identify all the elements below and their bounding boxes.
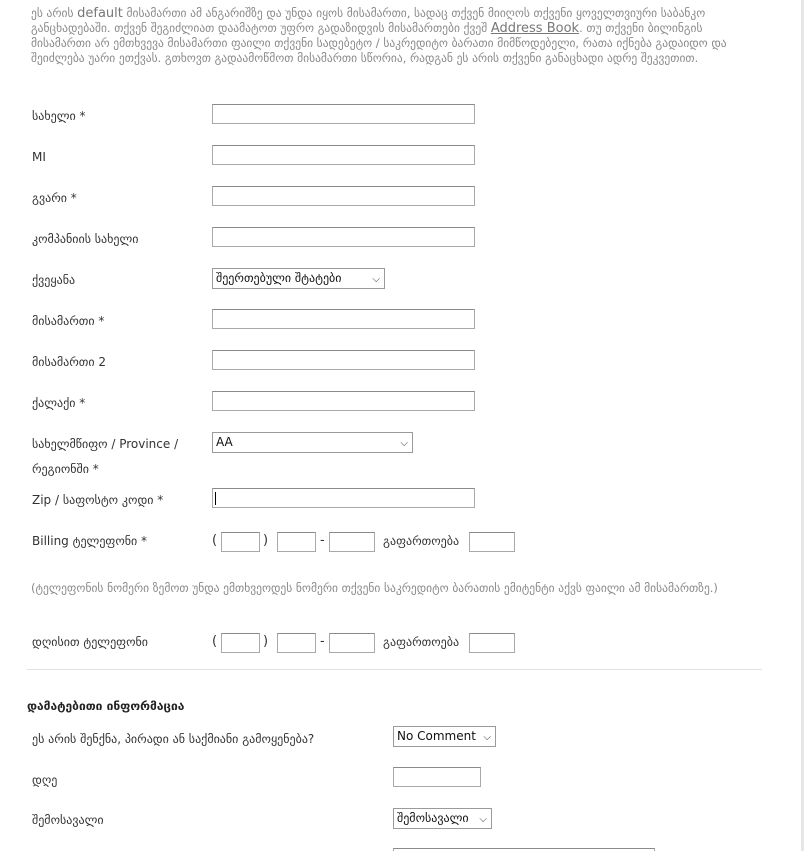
address2-input[interactable] [212,350,475,370]
zip-label: Zip / საფოსტო კოდი * [32,493,164,507]
chevron-down-icon: ⌵ [400,438,408,449]
income-select[interactable] [393,808,492,829]
billing-phone-line-input[interactable] [329,532,375,552]
phone-note: (ტელეფონის ნომერი ზემოთ უნდა ემთხვეოდეს ნომერი თქვენი საკრედიტო ბარათის ემიტენტი აქვს ფაილი ამ მისამართზე.) [31,581,718,595]
chevron-down-icon: ⌵ [479,814,487,825]
country-select[interactable] [212,268,385,289]
intro-text [31,6,766,66]
city-input[interactable] [212,391,475,411]
last-name-input[interactable] [212,186,475,206]
day-input[interactable] [393,767,481,787]
billing-phone-label: Billing ტელეფონი * [32,534,148,548]
state-label-line2: რეგიონში * [32,462,99,476]
address2-label: მისამართი 2 [32,355,107,369]
address-input[interactable] [212,309,475,329]
billing-phone-paren-close: ) [263,533,269,548]
intro-text-part1: ეს არის [31,6,78,20]
text-cursor [215,492,216,505]
day-phone-label: დღისით ტელეფონი [32,635,148,649]
billing-phone-paren-open: ( [212,533,218,548]
day-phone-line-input[interactable] [329,633,375,653]
day-phone-dash: - [320,634,325,649]
additional-info-title: დამატებითი ინფორმაცია [27,699,185,713]
usage-label: ეს არის შენქნა, პირადი ან საქმიანი გამოყენება? [32,732,315,746]
state-select[interactable] [212,432,413,453]
first-name-label: სახელი * [32,109,86,123]
income-label: შემოსავალი [32,813,104,827]
address-label: მისამართი * [32,314,105,328]
intro-text-part3: . თუ თქვენი ბილინგის მისამართი არ ემთხვევა მისამართი ფაილი თქვენი სადებეტო / საკრედიტო ბარათი მიმწოდებელი, რათა იქნება გადაიდო და შეიძლება უარი ეთქვას. გთხოვთ გადაამოწმოთ მისამართი სწორია, რადგან ეს არის თქვენი განაცხადი ადრე შეკვეთით. [31,21,727,65]
usage-select-value: No Comment [397,729,476,743]
section-divider [27,669,762,670]
last-name-label: გვარი * [32,191,77,205]
state-label-line1: სახელმწიფო / Province / [32,437,179,451]
company-input[interactable] [212,227,475,247]
state-select-value: AA [216,435,233,449]
country-label: ქვეყანა [32,273,76,287]
billing-phone-area-input[interactable] [221,532,260,552]
chevron-down-icon: ⌵ [372,274,380,285]
income-select-value: შემოსავალი [397,811,469,825]
billing-extension-label: გაფართოება [383,534,460,548]
first-name-input[interactable] [212,104,475,124]
country-select-value: შეერთებული შტატები [216,271,342,285]
zip-input[interactable] [212,488,475,508]
city-label: ქალაქი * [32,396,86,410]
day-phone-prefix-input[interactable] [277,633,316,653]
usage-select[interactable] [393,726,496,747]
day-label: დღე [32,773,58,787]
mi-label: MI [32,150,46,164]
chevron-down-icon: ⌵ [483,732,491,743]
day-extension-input[interactable] [469,633,515,653]
billing-phone-dash: - [320,533,325,548]
billing-extension-input[interactable] [469,532,515,552]
billing-phone-prefix-input[interactable] [277,532,316,552]
day-extension-label: გაფართოება [383,635,460,649]
day-phone-paren-close: ) [263,634,269,649]
mi-input[interactable] [212,145,475,165]
intro-default-word: default [77,6,123,21]
day-phone-area-input[interactable] [221,633,260,653]
intro-text-part2: მისამართი ამ ანგარიშზე და უნდა იყოს მისამართი, სადაც თქვენ მიიღოს თქვენი ყოველთვიური საბანკო განცხადებაში. თქვენ შეგიძლიათ დაამატოთ უფრო გადაზიდვის მისამართები ქვეშ [31,6,706,35]
company-label: კომპანიის სახელი [32,232,139,246]
address-book-link[interactable]: Address Book [490,21,580,36]
day-phone-paren-open: ( [212,634,218,649]
